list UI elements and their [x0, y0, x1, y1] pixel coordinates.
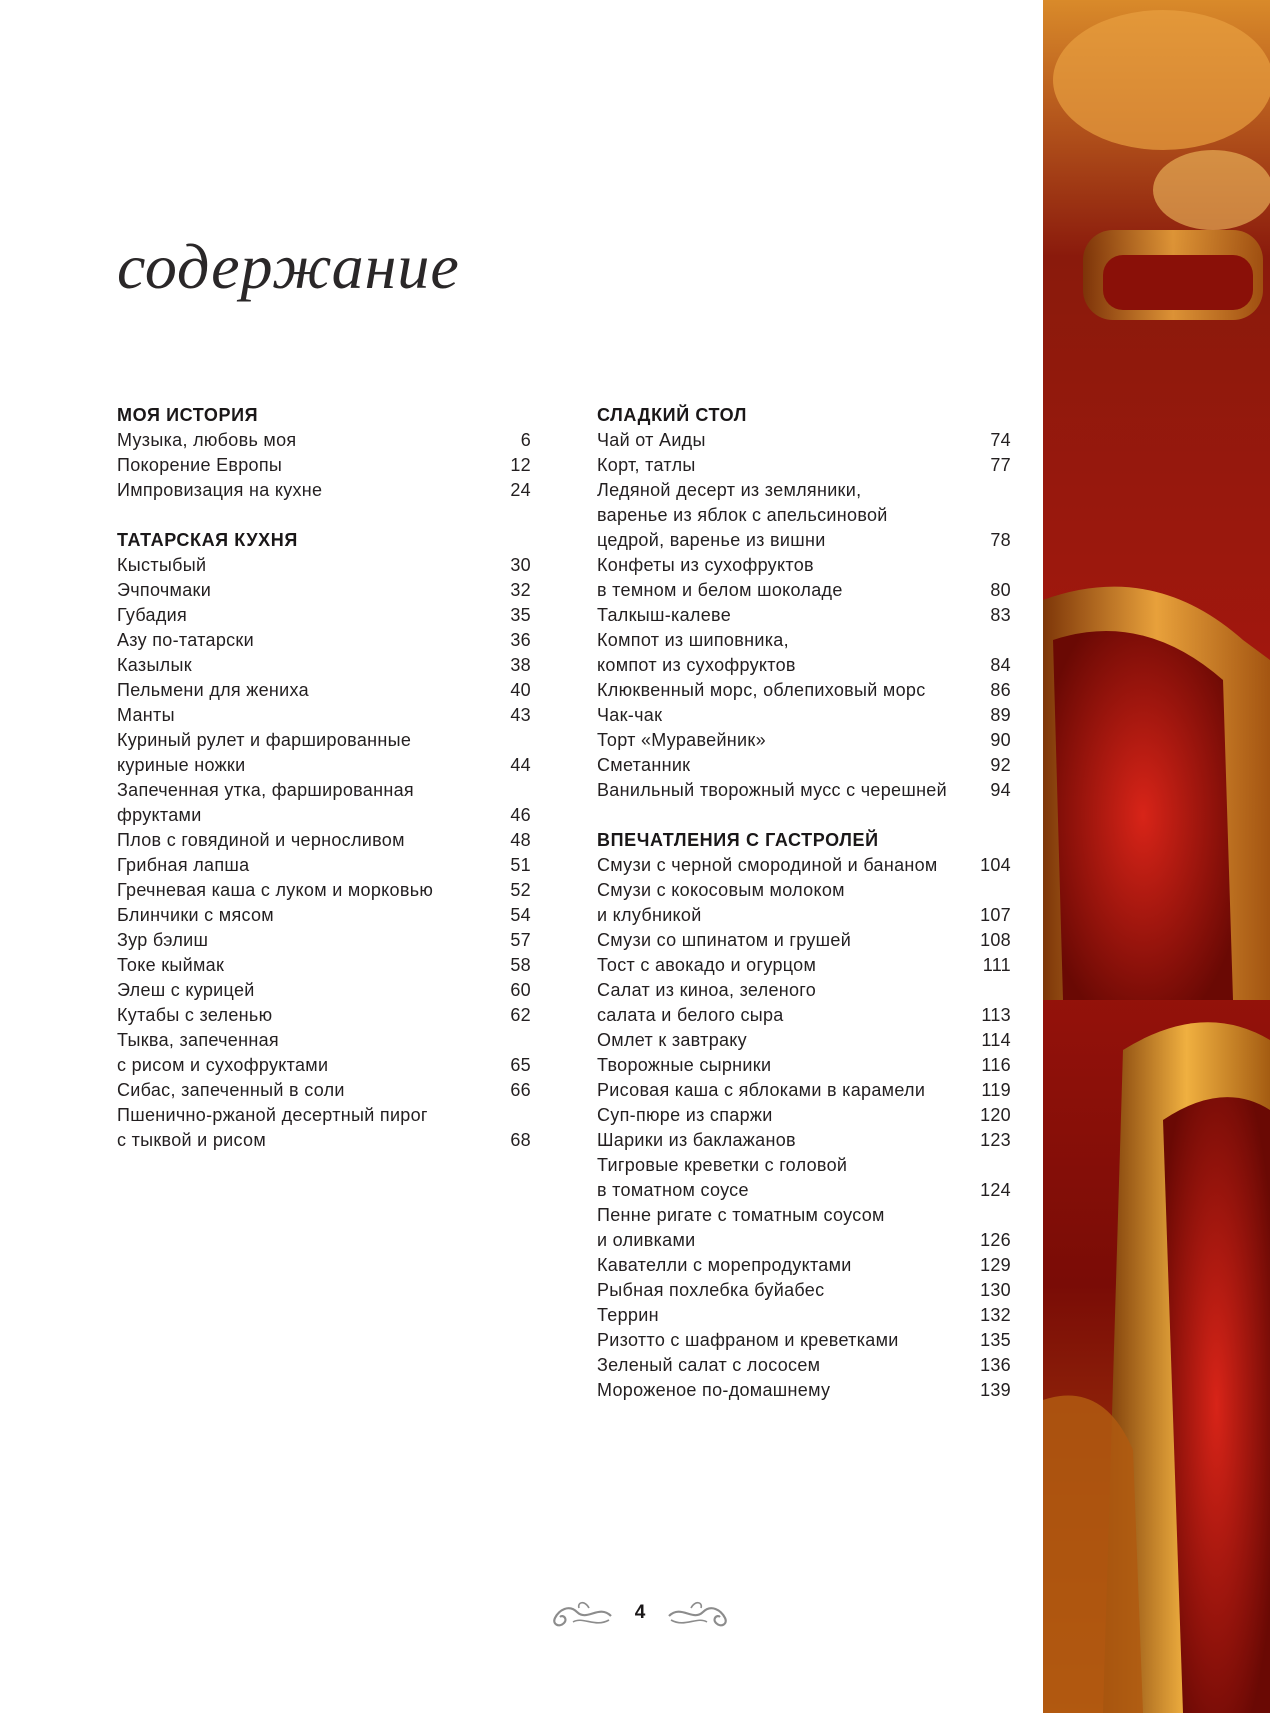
toc-entry[interactable] [117, 678, 531, 703]
section-heading: ВПЕЧАТЛЕНИЯ С ГАСТРОЛЕЙ [597, 830, 879, 850]
entry-page-number: 107 [980, 905, 1011, 925]
toc-left-column [117, 403, 531, 1178]
entry-title: Смузи со шпинатом и грушей [597, 930, 852, 950]
toc-entry[interactable] [597, 628, 1011, 678]
entry-title: Чак-чак [597, 705, 663, 725]
toc-section [117, 528, 531, 1153]
toc-entry[interactable] [597, 1353, 1011, 1378]
toc-entry[interactable] [117, 603, 531, 628]
toc-entry[interactable] [597, 1028, 1011, 1053]
toc-entry[interactable] [597, 478, 1011, 553]
entry-title: Салат из киноа, зеленого салата и белого сыра [597, 980, 817, 1025]
entry-title: Тигровые креветки с головой в томатном соусе [597, 1155, 848, 1200]
entry-page-number: 89 [990, 705, 1011, 725]
entry-title: Музыка, любовь моя [117, 430, 297, 450]
entry-title: Манты [117, 705, 175, 725]
entry-page-number: 40 [510, 680, 531, 700]
entry-title: Пельмени для жениха [117, 680, 309, 700]
entry-title: Грибная лапша [117, 855, 250, 875]
left-ornament-icon [549, 1596, 613, 1630]
toc-entry[interactable] [597, 553, 1011, 603]
toc-entry[interactable] [117, 1028, 531, 1078]
toc-right-column [597, 403, 1011, 1428]
entry-title: Торт «Муравейник» [597, 730, 766, 750]
entry-page-number: 43 [510, 705, 531, 725]
entry-page-number: 36 [510, 630, 531, 650]
entry-title: Ледяной десерт из земляники, варенье из яблок с апельсиновой цедрой, варенье из вишни [597, 480, 888, 550]
toc-entry[interactable] [597, 1128, 1011, 1153]
entry-title: Смузи с черной смородиной и бананом [597, 855, 938, 875]
entry-page-number: 116 [981, 1055, 1011, 1075]
section-heading: ТАТАРСКАЯ КУХНЯ [117, 530, 298, 550]
toc-entry[interactable] [597, 1078, 1011, 1103]
toc-entry[interactable] [597, 1103, 1011, 1128]
toc-entry[interactable] [597, 678, 1011, 703]
entry-page-number: 80 [990, 580, 1011, 600]
entry-title: Покорение Европы [117, 455, 283, 475]
toc-entry[interactable] [597, 428, 1011, 453]
entry-page-number: 51 [510, 855, 531, 875]
entry-title: Сибас, запеченный в соли [117, 1080, 345, 1100]
toc-entry[interactable] [117, 428, 531, 453]
toc-entry[interactable] [117, 878, 531, 903]
entry-title: Смузи с кокосовым молоком и клубникой [597, 880, 845, 925]
entry-title: Компот из шиповника, компот из сухофруктов [597, 630, 796, 675]
toc-entry[interactable] [597, 1203, 1011, 1253]
toc-entry[interactable] [597, 603, 1011, 628]
entry-page-number: 94 [990, 780, 1011, 800]
entry-title: Пенне ригате с томатным соусом и оливками [597, 1205, 885, 1250]
toc-entry[interactable] [117, 703, 531, 728]
decorative-photo-theater-seats [1043, 0, 1270, 1713]
entry-page-number: 78 [990, 530, 1011, 550]
entry-page-number: 132 [980, 1305, 1011, 1325]
entry-title: Плов с говядиной и черносливом [117, 830, 405, 850]
entry-page-number: 58 [510, 955, 531, 975]
toc-entry[interactable] [117, 1078, 531, 1103]
toc-entry[interactable] [597, 1303, 1011, 1328]
entry-page-number: 129 [980, 1255, 1011, 1275]
entry-title: Тост с авокадо и огурцом [597, 955, 817, 975]
entry-title: Творожные сырники [597, 1055, 772, 1075]
toc-entry[interactable] [597, 853, 1011, 878]
entry-page-number: 136 [980, 1355, 1011, 1375]
entry-page-number: 46 [510, 805, 531, 825]
entry-page-number: 60 [510, 980, 531, 1000]
entry-title: Импровизация на кухне [117, 480, 323, 500]
entry-page-number: 119 [981, 1080, 1011, 1100]
entry-title: Чай от Аиды [597, 430, 706, 450]
entry-title: Азу по-татарски [117, 630, 254, 650]
entry-page-number: 83 [990, 605, 1011, 625]
toc-entry[interactable] [117, 778, 531, 828]
toc-entry[interactable] [117, 853, 531, 878]
entry-page-number: 38 [510, 655, 531, 675]
entry-page-number: 77 [990, 455, 1011, 475]
toc-entry[interactable] [597, 453, 1011, 478]
entry-page-number: 113 [981, 1005, 1011, 1025]
toc-entry[interactable] [117, 978, 531, 1003]
entry-page-number: 68 [510, 1130, 531, 1150]
toc-entry[interactable] [117, 628, 531, 653]
entry-page-number: 92 [990, 755, 1011, 775]
toc-entry[interactable] [117, 453, 531, 478]
toc-entry[interactable] [117, 653, 531, 678]
entry-title: Гречневая каша с луком и морковью [117, 880, 434, 900]
toc-entry[interactable] [117, 1103, 531, 1153]
entry-title: Эчпочмаки [117, 580, 212, 600]
entry-page-number: 57 [510, 930, 531, 950]
toc-entry[interactable] [117, 1003, 531, 1028]
entry-title: Пшенично-ржаной десертный пирог с тыквой и рисом [117, 1105, 428, 1150]
toc-entry[interactable] [597, 1278, 1011, 1303]
entry-title: Омлет к завтраку [597, 1030, 747, 1050]
entry-page-number: 48 [510, 830, 531, 850]
entry-page-number: 108 [980, 930, 1011, 950]
entry-title: Шарики из баклажанов [597, 1130, 796, 1150]
toc-entry[interactable] [597, 1153, 1011, 1203]
entry-page-number: 111 [982, 955, 1011, 975]
entry-title: Ванильный творожный мусс с черешней [597, 780, 947, 800]
toc-entry[interactable] [597, 1378, 1011, 1403]
entry-title: Суп-пюре из спаржи [597, 1105, 773, 1125]
toc-entry[interactable] [597, 978, 1011, 1028]
toc-entry[interactable] [117, 553, 531, 578]
right-ornament-icon [667, 1596, 731, 1630]
toc-entry[interactable] [117, 928, 531, 953]
entry-title: Талкыш-калеве [597, 605, 732, 625]
entry-title: Зеленый салат с лососем [597, 1355, 821, 1375]
entry-title: Клюквенный морс, облепиховый морс [597, 680, 926, 700]
entry-page-number: 32 [510, 580, 531, 600]
toc-entry[interactable] [597, 953, 1011, 978]
toc-entry[interactable] [117, 478, 531, 503]
entry-page-number: 24 [510, 480, 531, 500]
toc-section [597, 828, 1011, 1403]
section-heading: МОЯ ИСТОРИЯ [117, 405, 259, 425]
toc-entry[interactable] [597, 753, 1011, 778]
entry-page-number: 126 [980, 1230, 1011, 1250]
section-heading: СЛАДКИЙ СТОЛ [597, 405, 748, 425]
entry-page-number: 130 [980, 1280, 1011, 1300]
entry-page-number: 104 [980, 855, 1011, 875]
entry-page-number: 66 [510, 1080, 531, 1100]
entry-page-number: 90 [990, 730, 1011, 750]
entry-title: Кутабы с зеленью [117, 1005, 273, 1025]
entry-page-number: 114 [981, 1030, 1011, 1050]
entry-title: Казылык [117, 655, 192, 675]
entry-page-number: 44 [510, 755, 531, 775]
entry-title: Рисовая каша с яблоками в карамели [597, 1080, 926, 1100]
toc-entry[interactable] [117, 828, 531, 853]
toc-entry[interactable] [117, 903, 531, 928]
entry-page-number: 120 [980, 1105, 1011, 1125]
entry-title: Элеш с курицей [117, 980, 255, 1000]
entry-page-number: 123 [980, 1130, 1011, 1150]
entry-page-number: 6 [520, 430, 531, 450]
entry-title: Кыстыбый [117, 555, 207, 575]
entry-title: Зур бэлиш [117, 930, 209, 950]
page-number: 4 [634, 1602, 646, 1623]
toc-entry[interactable] [117, 728, 531, 778]
entry-page-number: 124 [980, 1180, 1011, 1200]
entry-title: Ризотто с шафраном и креветками [597, 1330, 899, 1350]
entry-page-number: 52 [510, 880, 531, 900]
entry-title: Рыбная похлебка буйабес [597, 1280, 825, 1300]
entry-title: Блинчики с мясом [117, 905, 274, 925]
entry-page-number: 54 [510, 905, 531, 925]
toc-entry[interactable] [597, 778, 1011, 803]
entry-title: Токе кыймак [117, 955, 225, 975]
toc-entry[interactable] [597, 703, 1011, 728]
entry-page-number: 74 [990, 430, 1011, 450]
entry-title: Корт, татлы [597, 455, 696, 475]
toc-entry[interactable] [597, 878, 1011, 928]
toc-section [597, 403, 1011, 803]
entry-title: Конфеты из сухофруктов в темном и белом шоколаде [597, 555, 843, 600]
entry-page-number: 139 [980, 1380, 1011, 1400]
page-title: содержание [117, 231, 460, 302]
entry-title: Мороженое по-домашнему [597, 1380, 831, 1400]
entry-page-number: 135 [980, 1330, 1011, 1350]
entry-title: Тыква, запеченная с рисом и сухофруктами [117, 1030, 329, 1075]
toc-entry[interactable] [597, 1053, 1011, 1078]
toc-entry[interactable] [117, 953, 531, 978]
entry-page-number: 84 [990, 655, 1011, 675]
entry-title: Сметанник [597, 755, 691, 775]
toc-entry[interactable] [117, 578, 531, 603]
entry-page-number: 12 [510, 455, 531, 475]
toc-entry[interactable] [597, 928, 1011, 953]
toc-entry[interactable] [597, 1328, 1011, 1353]
entry-title: Кавателли с морепродуктами [597, 1255, 852, 1275]
toc-section [117, 403, 531, 503]
entry-page-number: 62 [510, 1005, 531, 1025]
entry-title: Губадия [117, 605, 188, 625]
entry-page-number: 86 [990, 680, 1011, 700]
toc-entry[interactable] [597, 728, 1011, 753]
entry-title: Куриный рулет и фаршированные куриные ножки [117, 730, 412, 775]
entry-page-number: 65 [510, 1055, 531, 1075]
toc-entry[interactable] [597, 1253, 1011, 1278]
entry-page-number: 35 [510, 605, 531, 625]
entry-title: Запеченная утка, фаршированная фруктами [117, 780, 414, 825]
entry-page-number: 30 [510, 555, 531, 575]
page-footer [540, 1595, 740, 1631]
entry-title: Террин [597, 1305, 659, 1325]
